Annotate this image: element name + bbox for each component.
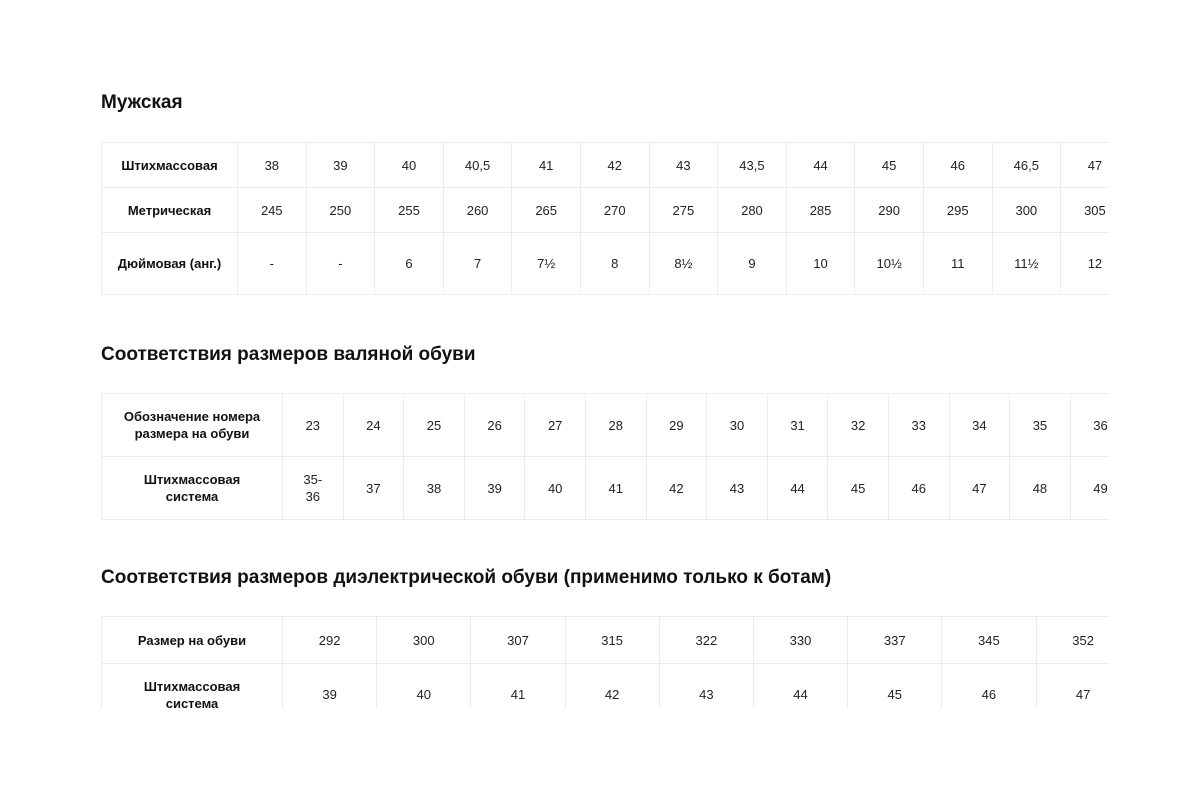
table-cell: 290: [855, 188, 924, 233]
table-cell: 49: [1070, 457, 1108, 520]
table-cell: 245: [238, 188, 307, 233]
table-cell: 43: [649, 143, 718, 188]
table-cell: 36: [1070, 394, 1108, 457]
table-cell: 41: [471, 664, 565, 710]
table-cell: -: [238, 233, 307, 295]
table-cell: 11: [923, 233, 992, 295]
table-row: [102, 617, 1109, 664]
table-cell: 7½: [512, 233, 581, 295]
row-header: Штихмассовая система: [102, 664, 283, 710]
table-cell: 23: [283, 394, 344, 457]
table-cell: 39: [283, 664, 377, 710]
table-cell: 38: [404, 457, 465, 520]
table-cell: 305: [1061, 188, 1108, 233]
table-cell: 285: [786, 188, 855, 233]
table-cell: 45: [828, 457, 889, 520]
mens-size-table: [101, 142, 1108, 295]
table-cell: 280: [718, 188, 787, 233]
table-cell: 45: [848, 664, 942, 710]
table-cell: -: [306, 233, 375, 295]
table-row: [102, 394, 1109, 457]
table-cell: 315: [565, 617, 659, 664]
table-cell: 29: [646, 394, 707, 457]
table-cell: 255: [375, 188, 444, 233]
table-cell: 300: [992, 188, 1061, 233]
table-cell: 352: [1036, 617, 1108, 664]
table-cell: 265: [512, 188, 581, 233]
table-cell: 275: [649, 188, 718, 233]
table-cell: 44: [767, 457, 828, 520]
table-cell: 40: [525, 457, 586, 520]
table-cell: 250: [306, 188, 375, 233]
section-title-mens: Мужская: [101, 92, 183, 113]
table-row: [102, 457, 1109, 520]
table-cell: 295: [923, 188, 992, 233]
table-row: [102, 188, 1109, 233]
dielectric-size-table: [101, 616, 1108, 709]
table-cell: 26: [464, 394, 525, 457]
table-cell: 25: [404, 394, 465, 457]
table-cell: 34: [949, 394, 1010, 457]
table-cell: 28: [585, 394, 646, 457]
dielectric-size-table-wrap: [101, 616, 1108, 709]
table-cell: 43,5: [718, 143, 787, 188]
felt-size-table-wrap: [101, 393, 1108, 520]
table-cell: 10½: [855, 233, 924, 295]
table-cell: 40: [375, 143, 444, 188]
table-cell: 42: [580, 143, 649, 188]
row-header: Обозначение номера размера на обуви: [102, 394, 283, 457]
table-cell: 41: [512, 143, 581, 188]
table-cell: 337: [848, 617, 942, 664]
table-cell: 12: [1061, 233, 1108, 295]
table-row: [102, 233, 1109, 295]
table-cell: 8½: [649, 233, 718, 295]
table-cell: 42: [646, 457, 707, 520]
row-header: Размер на обуви: [102, 617, 283, 664]
table-cell: 46,5: [992, 143, 1061, 188]
table-cell: 292: [283, 617, 377, 664]
table-cell: 46: [942, 664, 1036, 710]
table-cell: 47: [1036, 664, 1108, 710]
table-cell: 46: [923, 143, 992, 188]
table-cell: 330: [753, 617, 847, 664]
table-cell: 39: [306, 143, 375, 188]
table-cell: 47: [1061, 143, 1108, 188]
table-cell: 44: [786, 143, 855, 188]
table-cell: 300: [377, 617, 471, 664]
table-cell: 345: [942, 617, 1036, 664]
table-cell: 43: [707, 457, 768, 520]
table-cell: 40,5: [443, 143, 512, 188]
table-cell: 6: [375, 233, 444, 295]
table-cell: 30: [707, 394, 768, 457]
table-cell: 9: [718, 233, 787, 295]
table-cell: 11½: [992, 233, 1061, 295]
table-cell: 32: [828, 394, 889, 457]
mens-size-table-wrap: [101, 142, 1108, 295]
table-cell: 31: [767, 394, 828, 457]
table-cell: 10: [786, 233, 855, 295]
row-header: Штихмассовая система: [102, 457, 283, 520]
table-cell: 35-36: [283, 457, 344, 520]
row-header: Штихмассовая: [102, 143, 238, 188]
table-cell: 307: [471, 617, 565, 664]
table-cell: 260: [443, 188, 512, 233]
table-cell: 7: [443, 233, 512, 295]
felt-size-table: [101, 393, 1108, 520]
table-cell: 40: [377, 664, 471, 710]
table-cell: 38: [238, 143, 307, 188]
table-cell: 44: [753, 664, 847, 710]
table-cell: 39: [464, 457, 525, 520]
row-header: Метрическая: [102, 188, 238, 233]
table-row: [102, 143, 1109, 188]
table-cell: 33: [888, 394, 949, 457]
table-cell: 41: [585, 457, 646, 520]
table-cell: 322: [659, 617, 753, 664]
table-row: [102, 664, 1109, 710]
table-cell: 270: [580, 188, 649, 233]
section-title-dielectric: Соответствия размеров диэлектрической обуви (применимо только к ботам): [101, 567, 832, 588]
table-cell: 35: [1010, 394, 1071, 457]
table-cell: 45: [855, 143, 924, 188]
table-cell: 48: [1010, 457, 1071, 520]
table-cell: 27: [525, 394, 586, 457]
table-cell: 43: [659, 664, 753, 710]
table-cell: 37: [343, 457, 404, 520]
table-cell: 24: [343, 394, 404, 457]
table-cell: 47: [949, 457, 1010, 520]
table-cell: 46: [888, 457, 949, 520]
section-title-felt: Соответствия размеров валяной обуви: [101, 344, 476, 365]
row-header: Дюймовая (анг.): [102, 233, 238, 295]
table-cell: 8: [580, 233, 649, 295]
table-cell: 42: [565, 664, 659, 710]
